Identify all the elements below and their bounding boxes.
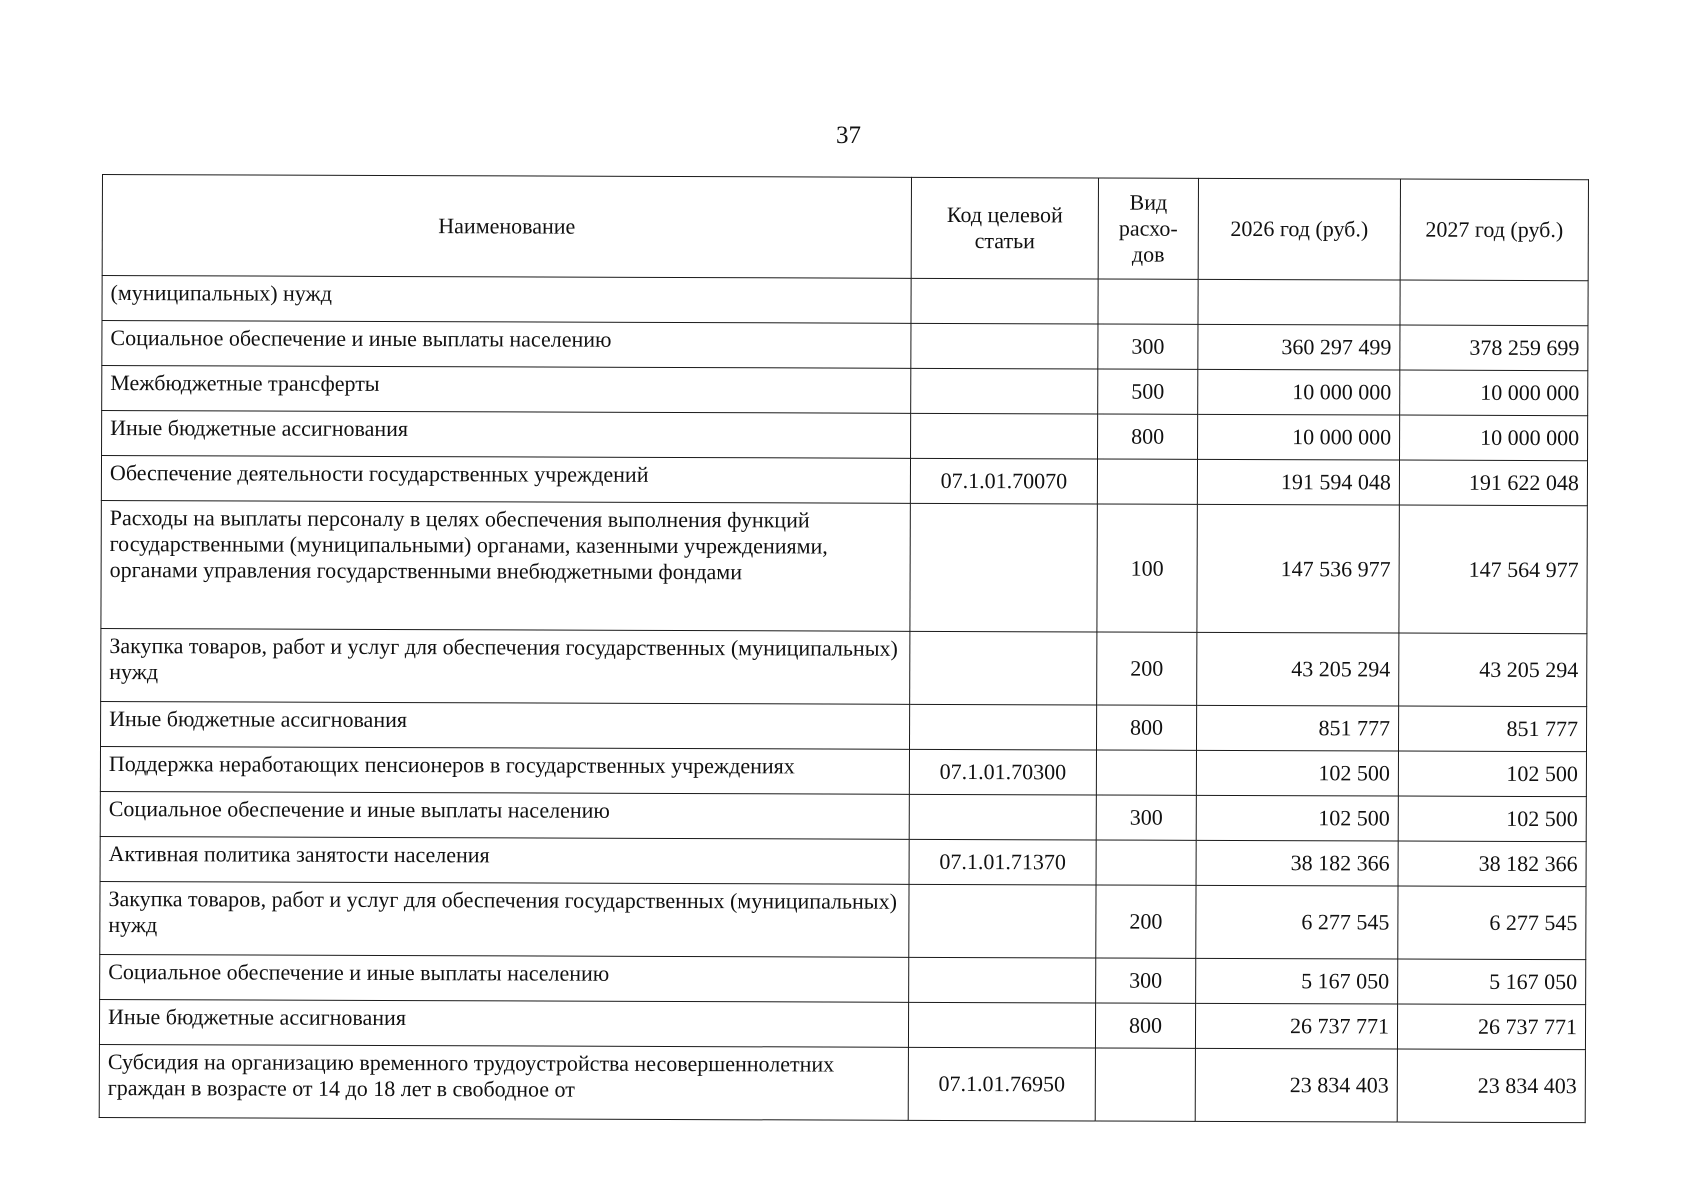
row-code (909, 794, 1096, 840)
table-row (100, 791, 1586, 841)
row-code: 07.1.01.71370 (909, 839, 1096, 885)
row-kind (1098, 279, 1198, 324)
row-2027: 23 834 403 (1397, 1049, 1585, 1123)
row-2027: 378 259 699 (1400, 325, 1588, 371)
row-kind (1095, 1048, 1195, 1121)
row-2026 (1198, 279, 1400, 325)
row-name: Межбюджетные трансферты (102, 366, 911, 414)
row-2027: 5 167 050 (1398, 959, 1586, 1005)
row-2027: 26 737 771 (1397, 1004, 1585, 1050)
header-2026: 2026 год (руб.) (1198, 178, 1400, 280)
row-name: Иные бюджетные ассигнования (101, 701, 910, 749)
row-2026: 102 500 (1196, 750, 1398, 796)
row-code (910, 503, 1097, 632)
row-name: Закупка товаров, работ и услуг для обеспечения государственных (муниципальных) нужд (100, 881, 909, 957)
row-2027: 43 205 294 (1399, 633, 1587, 707)
header-code: Код целевой статьи (911, 177, 1098, 279)
row-2027: 38 182 366 (1398, 841, 1586, 887)
row-code (911, 413, 1098, 459)
table-row (99, 1044, 1585, 1122)
table-row (101, 701, 1587, 751)
row-2026: 10 000 000 (1198, 414, 1400, 460)
row-2026: 38 182 366 (1196, 840, 1398, 886)
row-code: 07.1.01.76950 (908, 1047, 1095, 1121)
table-row (100, 954, 1586, 1004)
row-2027: 102 500 (1398, 751, 1586, 797)
row-name: Социальное обеспечение и иные выплаты населению (100, 954, 909, 1002)
row-2026: 147 536 977 (1197, 504, 1399, 633)
row-kind: 300 (1098, 324, 1198, 369)
row-2026: 851 777 (1196, 705, 1398, 751)
row-code (910, 631, 1097, 705)
table-row (101, 628, 1587, 706)
row-2027: 147 564 977 (1399, 505, 1587, 634)
table-row (101, 456, 1587, 506)
header-2027: 2027 год (руб.) (1400, 179, 1588, 281)
row-2026: 10 000 000 (1198, 369, 1400, 415)
row-name: (муниципальных) нужд (102, 276, 911, 324)
row-2026: 26 737 771 (1195, 1003, 1397, 1049)
row-2026: 5 167 050 (1196, 958, 1398, 1004)
page-number: 37 (836, 122, 861, 149)
row-2027: 6 277 545 (1398, 886, 1586, 960)
row-2026: 6 277 545 (1196, 885, 1398, 959)
row-2026: 23 834 403 (1195, 1048, 1397, 1122)
row-2027: 851 777 (1398, 706, 1586, 752)
row-name: Иные бюджетные ассигнования (102, 411, 911, 459)
row-name: Расходы на выплаты персоналу в целях обеспечения выполнения функций государственными (муниципальными) органами, казенными учреждениями, органами управления государственными внебюджетными фондами (101, 500, 910, 631)
row-2027: 102 500 (1398, 796, 1586, 842)
row-2027: 10 000 000 (1400, 415, 1588, 461)
row-2026: 102 500 (1196, 795, 1398, 841)
row-kind (1097, 459, 1197, 504)
header-name: Наименование (102, 175, 911, 279)
row-2026: 360 297 499 (1198, 324, 1400, 370)
table-row (99, 999, 1585, 1049)
row-code (909, 957, 1096, 1003)
row-kind: 300 (1096, 958, 1196, 1003)
row-kind: 100 (1097, 504, 1197, 632)
table-row (102, 321, 1588, 371)
table-row (100, 836, 1586, 886)
table-row (102, 366, 1588, 416)
row-name: Иные бюджетные ассигнования (99, 999, 908, 1047)
table-row (101, 500, 1587, 633)
row-kind (1096, 840, 1196, 885)
table-row (102, 276, 1588, 326)
row-code (911, 278, 1098, 324)
table-row (100, 881, 1586, 959)
row-code (908, 1002, 1095, 1048)
row-kind: 200 (1096, 885, 1196, 958)
row-kind: 500 (1098, 369, 1198, 414)
row-kind: 800 (1095, 1003, 1195, 1048)
row-2026: 191 594 048 (1197, 459, 1399, 505)
row-code (909, 704, 1096, 750)
row-code (911, 368, 1098, 414)
row-2027: 191 622 048 (1399, 460, 1587, 506)
row-name: Обеспечение деятельности государственных учреждений (101, 456, 910, 504)
row-kind: 200 (1097, 632, 1197, 705)
row-kind: 800 (1098, 414, 1198, 459)
row-code (911, 323, 1098, 369)
row-name: Закупка товаров, работ и услуг для обеспечения государственных (муниципальных) нужд (101, 628, 910, 704)
row-kind: 300 (1096, 795, 1196, 840)
row-kind (1096, 750, 1196, 795)
table-row (102, 411, 1588, 461)
row-code (909, 884, 1096, 958)
table-row (100, 746, 1586, 796)
header-kind: Вид расхо-дов (1098, 178, 1198, 279)
row-name: Субсидия на организацию временного трудоустройства несовершеннолетних граждан в возрасте от 14 до 18 лет в свободное от (99, 1044, 908, 1120)
row-kind: 800 (1096, 705, 1196, 750)
row-2026: 43 205 294 (1197, 632, 1399, 706)
header-row (102, 175, 1588, 281)
row-name: Социальное обеспечение и иные выплаты населению (100, 791, 909, 839)
row-name: Поддержка неработающих пенсионеров в государственных учреждениях (100, 746, 909, 794)
row-code: 07.1.01.70300 (909, 749, 1096, 795)
row-code: 07.1.01.70070 (910, 458, 1097, 504)
row-name: Социальное обеспечение и иные выплаты населению (102, 321, 911, 369)
row-2027 (1400, 280, 1588, 326)
row-2027: 10 000 000 (1400, 370, 1588, 416)
row-name: Активная политика занятости населения (100, 836, 909, 884)
budget-table (99, 174, 1589, 1123)
